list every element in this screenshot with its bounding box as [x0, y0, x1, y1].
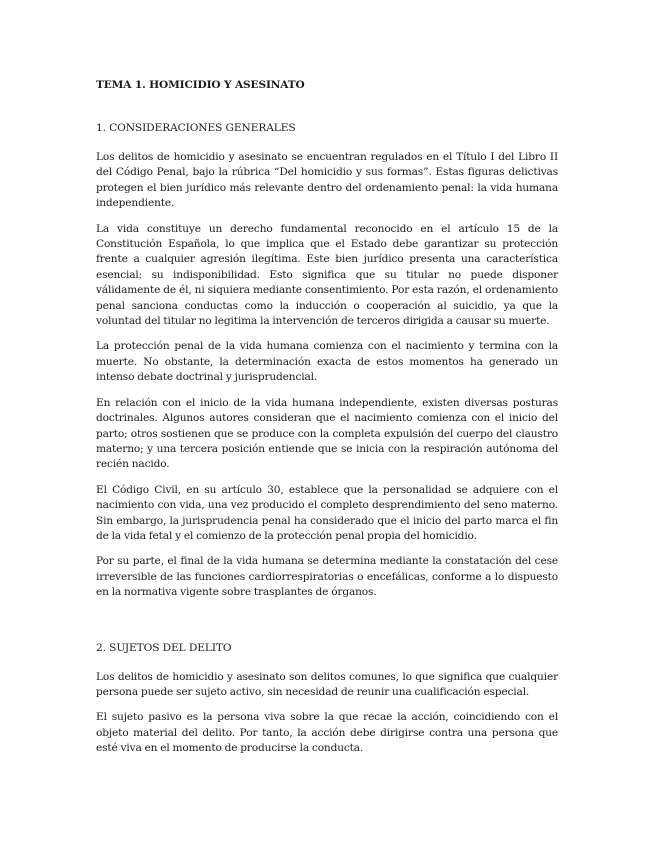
- paragraph: Los delitos de homicidio y asesinato se encuentran regulados en el Título I del Libro II del Código Penal, bajo la rúbrica “Del homicidio y sus formas”. Estas figuras delictivas protegen el bien jurídico más relevante dentro del ordenamiento penal: la vida humana independiente.: [96, 151, 558, 210]
- paragraph: En relación con el inicio de la vida humana independiente, existen diversas posturas doctrinales. Algunos autores consideran que el nacimiento comienza con el inicio del parto; otros sostienen que se produce con la completa expulsión del cuerpo del claustro materno; y una tercera posición entiende que se inicia con la respiración autónoma del recién nacido.: [96, 396, 558, 471]
- section-general-considerations: [96, 121, 558, 601]
- paragraph: Los delitos de homicidio y asesinato son delitos comunes, lo que significa que cualquier persona puede ser sujeto activo, sin necesidad de reunir una cualificación especial.: [96, 670, 558, 698]
- section-subjects: [96, 641, 558, 757]
- paragraph: El Código Civil, en su artículo 30, establece que la personalidad se adquiere con el nacimiento con vida, una vez producido el completo desprendimiento del seno materno. Sin embargo, la jurisprudencia penal ha considerado que el inicio del parto marca el fin de la vida fetal y el comienzo de la protección penal propia del homicidio.: [96, 483, 558, 542]
- paragraph: Por su parte, el final de la vida humana se determina mediante la constatación del cese irreversible de las funciones cardiorrespiratorias o encefálicas, conforme a lo dispuesto en la normativa vigente sobre trasplantes de órganos.: [96, 555, 558, 599]
- paragraph: El sujeto pasivo es la persona viva sobre la que recae la acción, coincidiendo con el objeto material del delito. Por tanto, la acción debe dirigirse contra una persona que esté viva en el momento de producirse la conducta.: [96, 711, 558, 755]
- document-page: [96, 78, 558, 767]
- paragraph: La vida constituye un derecho fundamental reconocido en el artículo 15 de la Constitución Española, lo que implica que el Estado debe garantizar su protección frente a cualquier agresión ilegítima. Este bien jurídico presenta una característica esencial: su indisponibilidad. Esto significa que su titular no puede disponer válidamente de él, ni siquiera mediante consentimiento. Por esta razón, el ordenamiento penal sanciona conductas como la inducción o cooperación al suicidio, ya que la voluntad del titular no legitima la intervención de terceros dirigida a causar su muerte.: [96, 222, 558, 328]
- paragraph: La protección penal de la vida humana comienza con el nacimiento y termina con la muerte. No obstante, la determinación exacta de estos momentos ha generado un intenso debate doctrinal y jurisprudencial.: [96, 340, 558, 384]
- document-title: TEMA 1. HOMICIDIO Y ASESINATO: [96, 79, 305, 91]
- section-spacer: [96, 611, 558, 641]
- section-heading: 1. CONSIDERACIONES GENERALES: [96, 122, 296, 134]
- section-heading: 2. SUJETOS DEL DELITO: [96, 641, 232, 654]
